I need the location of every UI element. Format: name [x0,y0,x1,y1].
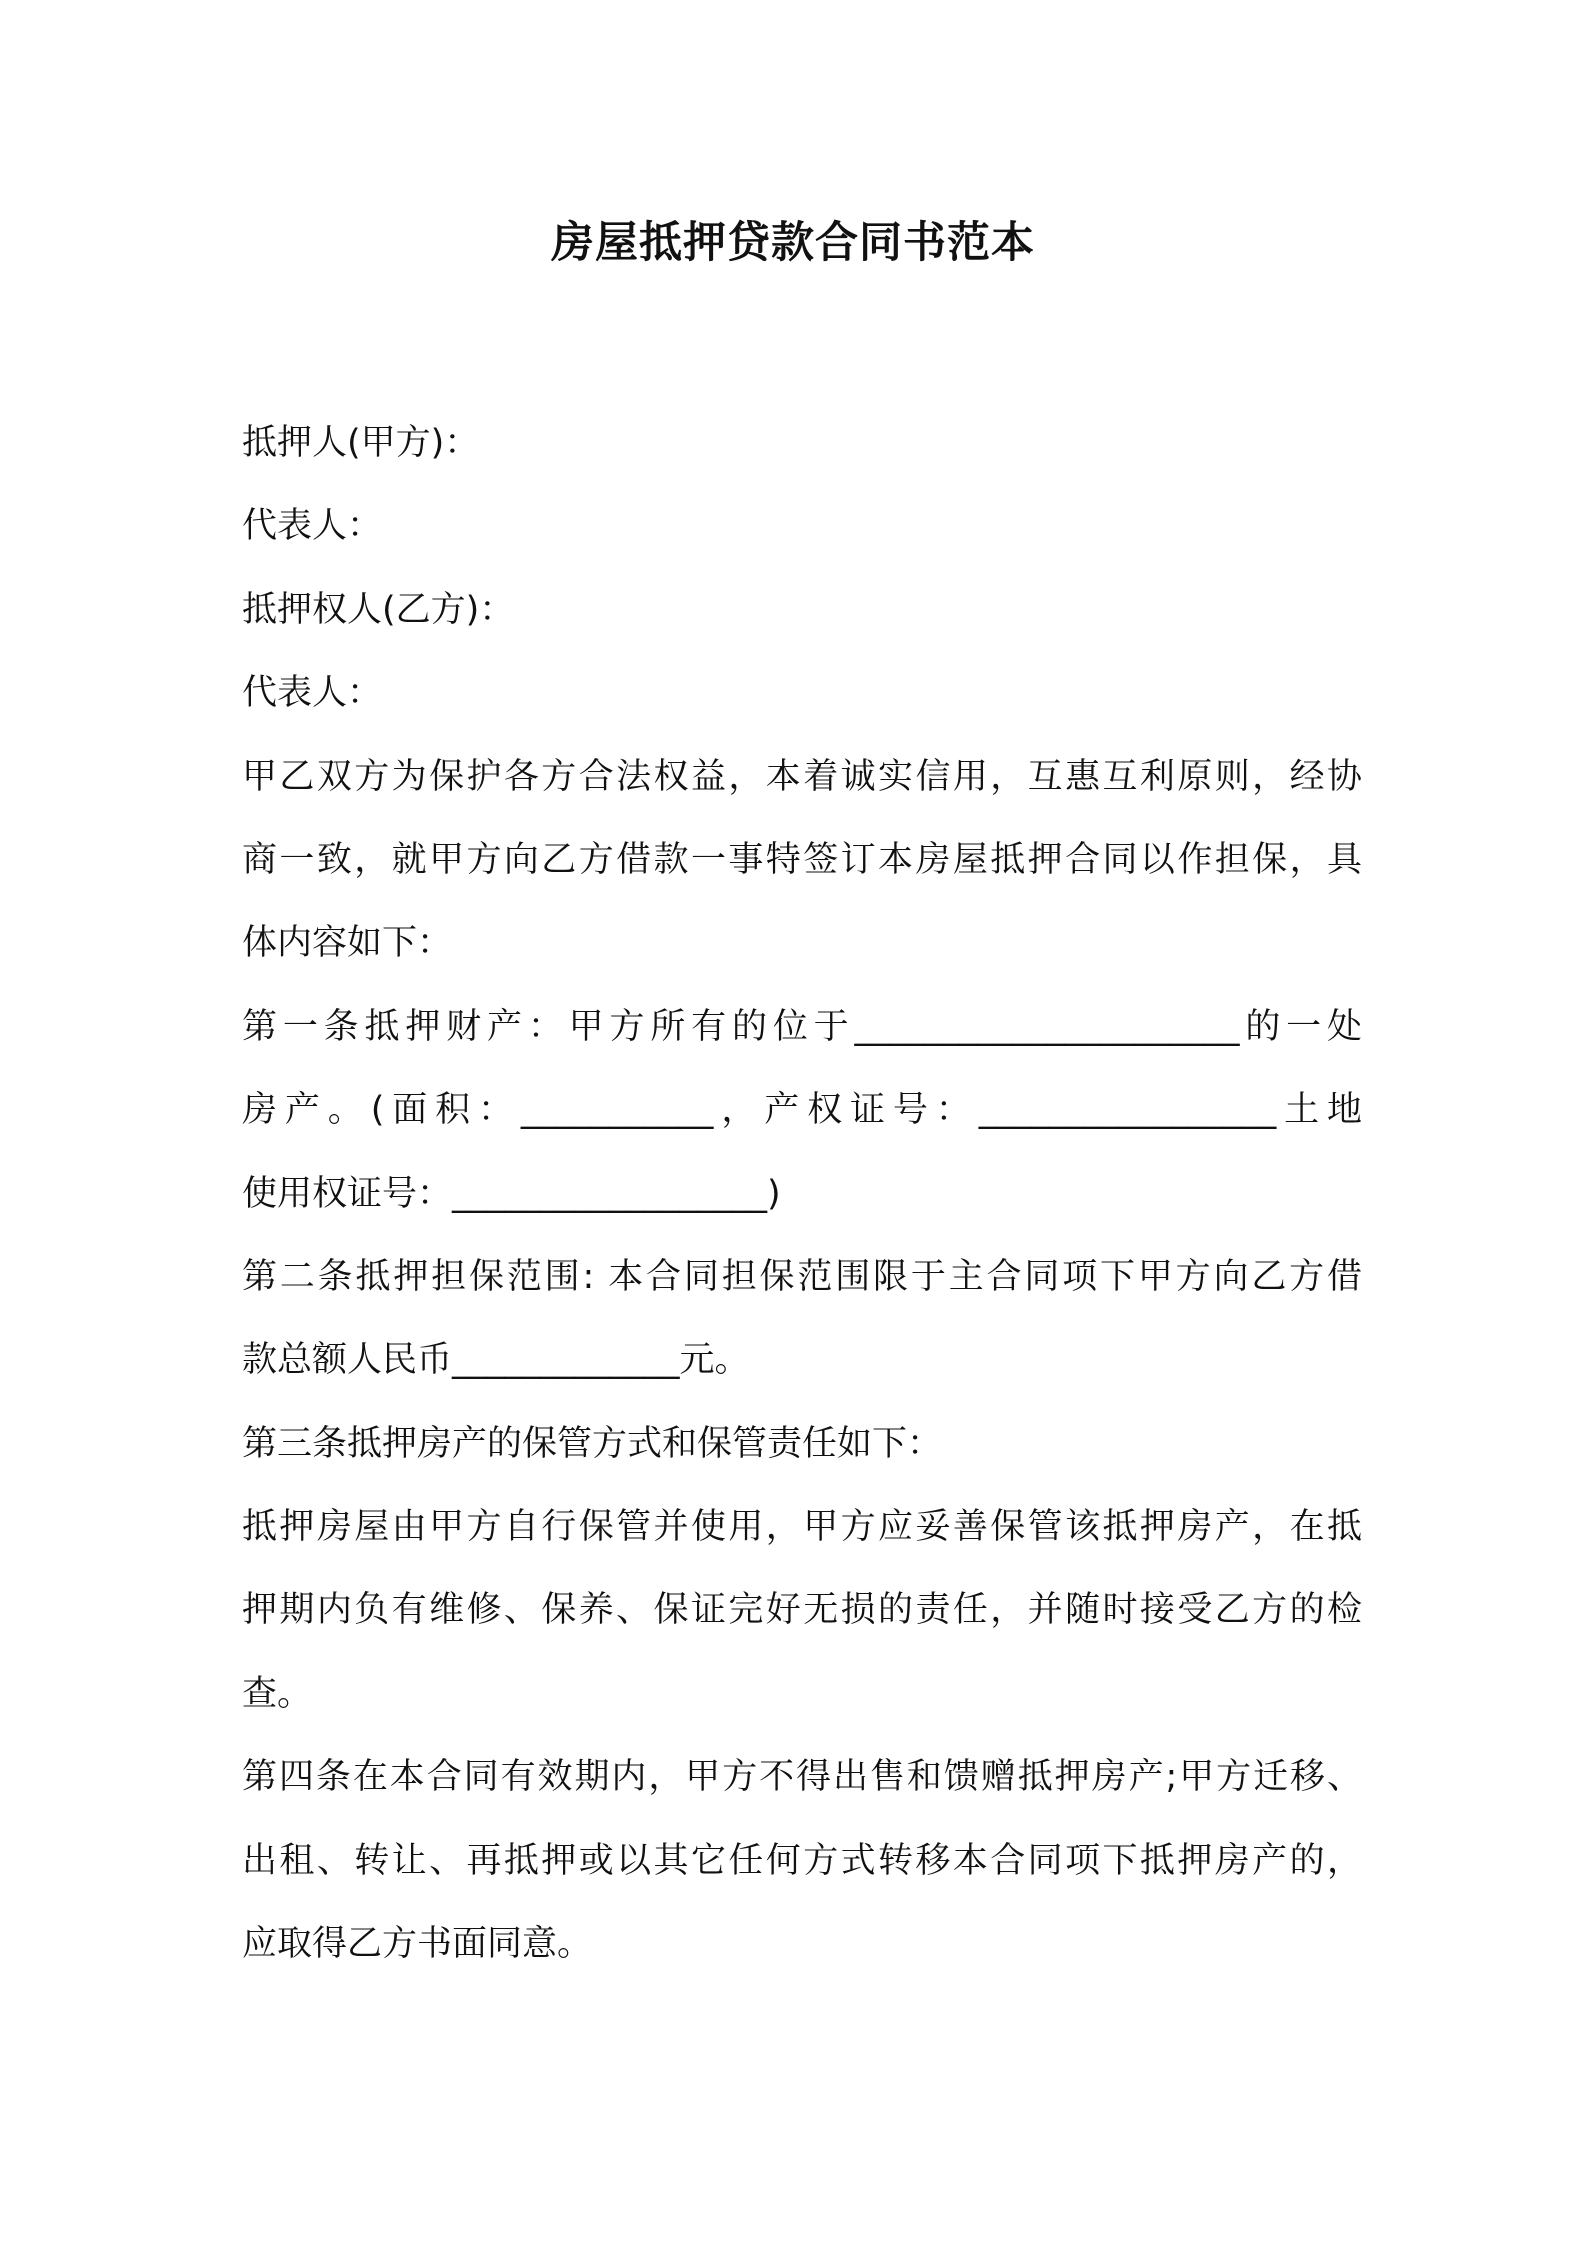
article-3-line-1: 抵押房屋由甲方自行保管并使用，甲方应妥善保管该抵押房产，在抵 [242,1507,1362,1548]
article-3-heading: 第三条抵押房产的保管方式和保管责任如下： [242,1423,943,1464]
preamble-line-2: 商一致，就甲方向乙方借款一事特签订本房屋抵押合同以作担保，具 [242,839,1362,880]
article-1-line-1: 第一条抵押财产：甲方所有的位于______________________的一处 [242,1006,1362,1047]
party-b-line: 抵押权人(乙方)： [242,589,515,630]
article-1-line-2: 房产。(面积：___________，产权证号：_________________土地 [242,1090,1362,1131]
article-4-line-1: 第四条在本合同有效期内，甲方不得出售和馈赠抵押房产;甲方迁移、 [242,1757,1362,1798]
article-2-line-1: 第二条抵押担保范围: 本合同担保范围限于主合同项下甲方向乙方借 [242,1256,1362,1297]
party-a-line: 抵押人(甲方)： [242,423,480,463]
preamble-line-1: 甲乙双方为保护各方合法权益，本着诚实信用，互惠互利原则，经协 [242,756,1362,797]
article-3-line-2: 押期内负有维修、保养、保证完好无损的责任，并随时接受乙方的检 [242,1590,1362,1631]
preamble-line-3: 体内容如下： [242,923,453,964]
article-3-line-3: 查。 [242,1673,313,1714]
document-title: 房屋抵押贷款合同书范本 [551,218,1035,268]
article-1-line-3: 使用权证号：__________________) [242,1173,781,1214]
contract-body [242,402,1362,1986]
article-2-line-2: 款总额人民币_____________元。 [242,1340,750,1381]
article-4-line-2: 出租、转让、再抵押或以其它任何方式转移本合同项下抵押房产的， [242,1840,1362,1881]
party-b-representative-line: 代表人： [242,673,383,714]
party-a-representative-line: 代表人： [242,506,383,547]
article-4-line-3: 应取得乙方书面同意。 [242,1924,593,1965]
